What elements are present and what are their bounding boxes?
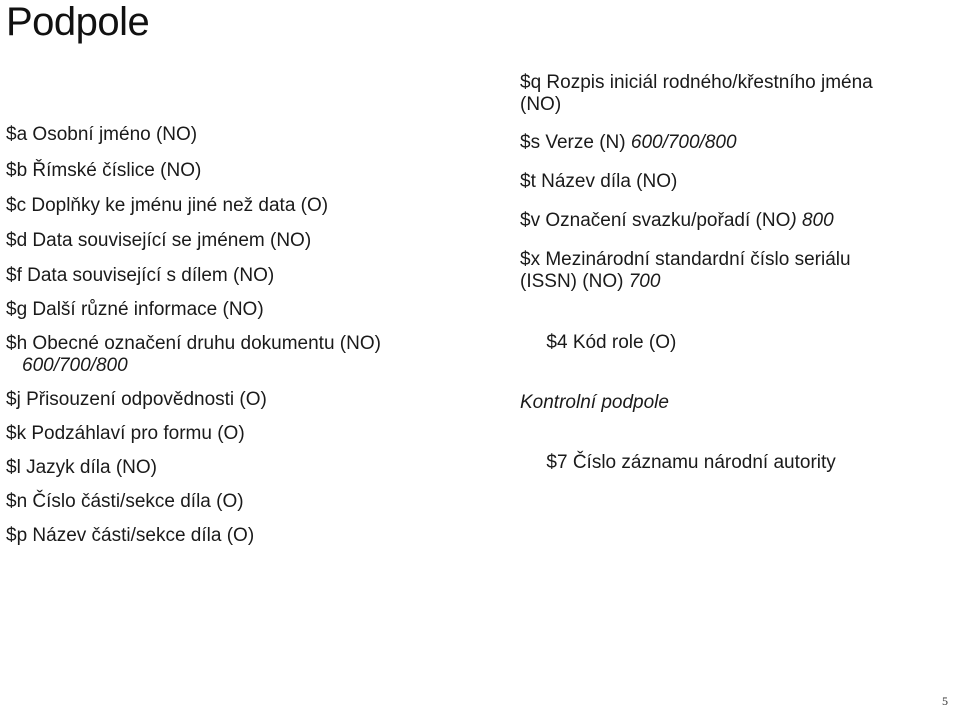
subfield-l [6,457,476,479]
subfield-b-text: $b Římské číslice (NO) [6,160,202,181]
subfield-q-line2: (NO) [520,94,562,115]
control-subfields-heading-text: Kontrolní podpole [520,392,669,413]
subfield-q-line1: $q Rozpis iniciál rodného/křestního jména [520,72,873,93]
subfield-h [6,333,476,377]
subfield-t [520,171,950,193]
subfield-c [6,195,476,217]
subfield-p-text: $p Název části/sekce díla (O) [6,525,255,546]
subfield-v-text: $v Označení svazku/pořadí (NO [520,210,791,231]
subfield-v-italic: ) 800 [790,210,834,231]
subfield-t-text: $t Název díla (NO) [520,171,678,192]
right-column [520,72,950,496]
subfield-s [520,132,950,154]
control-subfields-heading [520,392,950,414]
subfield-q [520,72,950,116]
subfield-j-text: $j Přisouzení odpovědnosti (O) [6,389,267,410]
subfield-4 [520,310,950,376]
subfield-7-text: $7 Číslo záznamu národní autority [541,452,836,473]
subfield-4-text: $4 Kód role (O) [541,332,677,353]
subfield-j [6,389,476,411]
subfield-n-text: $n Číslo části/sekce díla (O) [6,491,244,512]
subfield-g-text: $g Další různé informace (NO) [6,299,264,320]
subfield-b [6,160,476,182]
subfield-x-line2: (ISSN) (NO) [520,271,629,292]
page-number: 5 [942,694,948,708]
subfield-a-text: $a Osobní jméno (NO) [6,124,198,145]
subfield-a [6,124,476,146]
subfield-d-text: $d Data související se jménem (NO) [6,230,312,251]
subfield-n [6,491,476,513]
subfield-f [6,265,476,287]
subfield-v [520,210,950,232]
subfield-h-continuation: 600/700/800 [22,355,128,376]
subfield-c-text: $c Doplňky ke jménu jiné než data (O) [6,195,329,216]
subfield-h-text: $h Obecné označení druhu dokumentu (NO) [6,333,381,354]
subfield-p [6,525,476,547]
slide-title: Podpole [6,0,150,44]
subfield-s-italic: 600/700/800 [630,132,737,153]
subfield-k-text: $k Podzáhlaví pro formu (O) [6,423,245,444]
subfield-d [6,230,476,252]
subfield-k [6,423,476,445]
subfield-x [520,249,950,293]
subfield-g [6,299,476,321]
subfield-s-text: $s Verze (N) [520,132,631,153]
subfield-x-line1: $x Mezinárodní standardní číslo seriálu [520,249,851,270]
subfield-l-text: $l Jazyk díla (NO) [6,457,157,478]
subfield-7 [520,430,950,496]
subfield-f-text: $f Data související s dílem (NO) [6,265,275,286]
left-column [6,124,476,547]
subfield-x-italic: 700 [628,271,661,292]
